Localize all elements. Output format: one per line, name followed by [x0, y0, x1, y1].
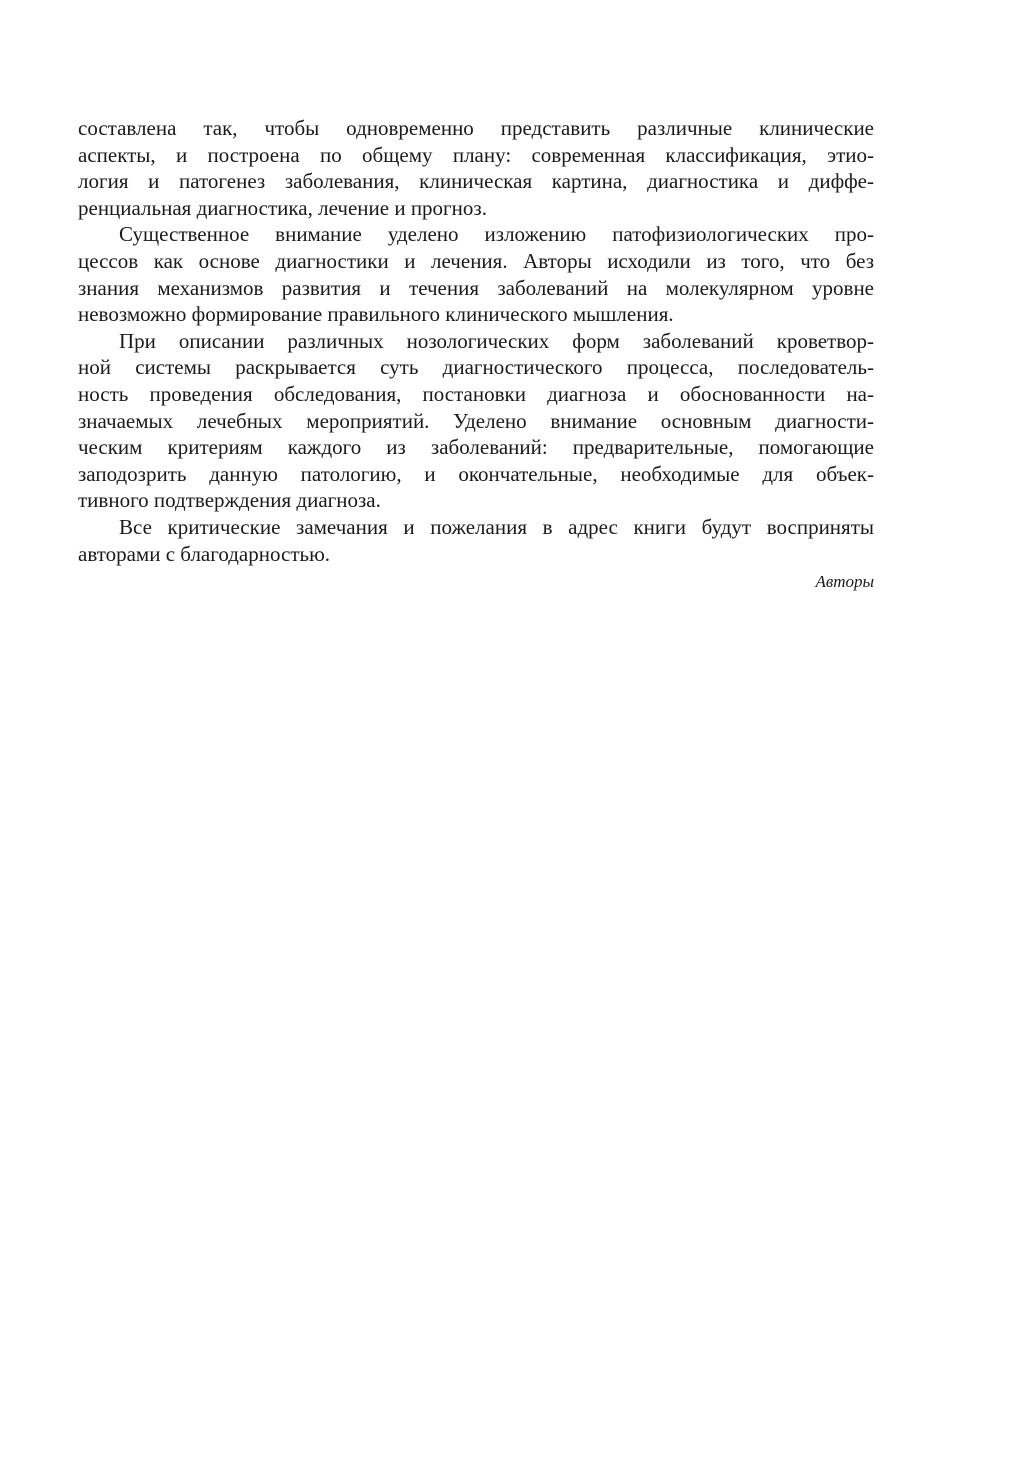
- text-line: ренциальная диагностика, лечение и прогноз.: [78, 195, 487, 220]
- text-line: аспекты, и построена по общему плану: современная классификация, этио-: [78, 142, 874, 167]
- authors-signature: Авторы: [815, 572, 874, 591]
- text-line: тивного подтверждения диагноза.: [78, 488, 381, 513]
- text-line: значаемых лечебных мероприятий. Уделено внимание основным диагности-: [78, 408, 874, 433]
- text-line: Существенное внимание уделено изложению патофизиологических про-: [119, 222, 874, 247]
- paragraph-3: [78, 328, 874, 514]
- text-line: ческим критериям каждого из заболеваний: предварительные, помогающие: [78, 435, 874, 460]
- text-line: логия и патогенез заболевания, клиническая картина, диагностика и диффе-: [78, 169, 874, 194]
- paragraph-1: [78, 115, 874, 221]
- text-line: ность проведения обследования, постановки диагноза и обоснованности на-: [78, 381, 874, 406]
- paragraph-2: [78, 221, 874, 327]
- text-line: знания механизмов развития и течения заболеваний на молекулярном уровне: [78, 275, 874, 300]
- text-line: составлена так, чтобы одновременно представить различные клинические: [78, 116, 874, 140]
- text-line: авторами с благодарностью.: [78, 541, 331, 566]
- text-line: Все критические замечания и пожелания в адрес книги будут восприняты: [119, 514, 874, 539]
- text-line: ной системы раскрывается суть диагностического процесса, последователь-: [78, 355, 874, 380]
- text-line: При описании различных нозологических форм заболеваний кроветвор-: [119, 328, 874, 353]
- paragraph-4: [78, 514, 874, 567]
- text-line: заподозрить данную патологию, и окончательные, необходимые для объек-: [78, 461, 874, 486]
- text-line: невозможно формирование правильного клинического мышления.: [78, 302, 674, 327]
- body-text: [78, 115, 874, 567]
- text-line: цессов как основе диагностики и лечения. Авторы исходили из того, что без: [78, 248, 874, 273]
